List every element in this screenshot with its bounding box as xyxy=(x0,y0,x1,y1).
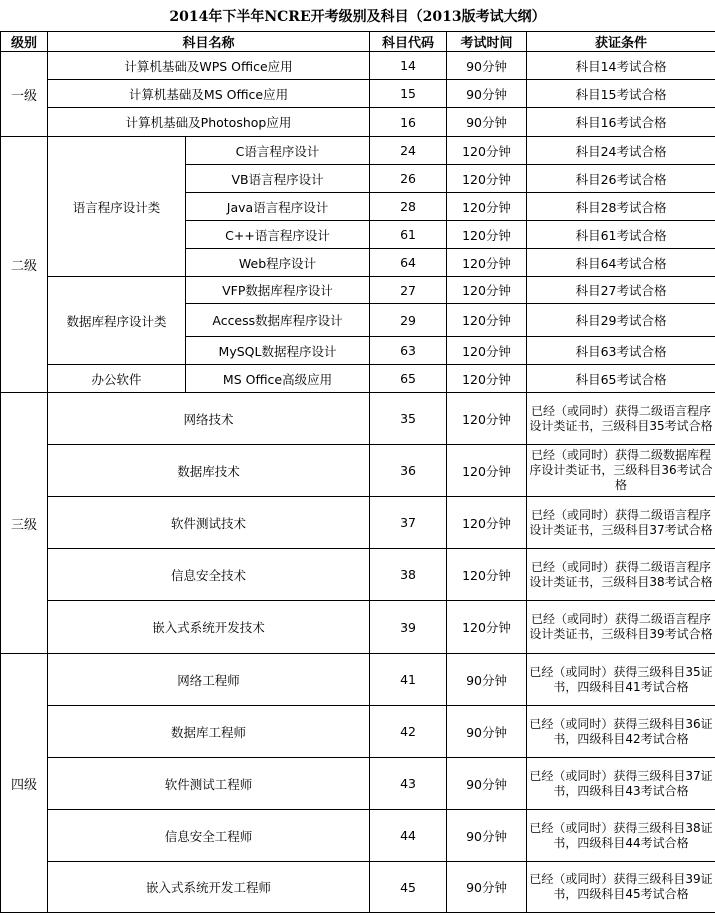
subject-duration: 120分钟 xyxy=(447,277,527,304)
header-condition: 获证条件 xyxy=(527,32,715,52)
subject-code: 14 xyxy=(370,52,447,80)
subject-name: 数据库工程师 xyxy=(48,706,370,758)
subject-duration: 90分钟 xyxy=(447,108,527,137)
subject-code: 65 xyxy=(370,365,447,393)
subject-condition: 已经（或同时）获得三级科目35证书，四级科目41考试合格 xyxy=(527,654,715,706)
subject-code: 35 xyxy=(370,393,447,445)
level-cell: 二级 xyxy=(1,137,48,393)
table-row xyxy=(1,654,715,706)
level-cell: 一级 xyxy=(1,52,48,137)
subject-condition: 科目29考试合格 xyxy=(527,304,715,337)
subject-name: C语言程序设计 xyxy=(186,137,370,165)
subject-condition: 已经（或同时）获得二级语言程序设计类证书，三级科目35考试合格 xyxy=(527,393,715,445)
table-row xyxy=(1,137,715,165)
subject-duration: 90分钟 xyxy=(447,706,527,758)
subject-condition: 科目15考试合格 xyxy=(527,80,715,108)
category-cell: 语言程序设计类 xyxy=(48,137,186,277)
subject-name: 网络工程师 xyxy=(48,654,370,706)
subject-code: 15 xyxy=(370,80,447,108)
header-row xyxy=(1,32,715,52)
subject-condition: 科目16考试合格 xyxy=(527,108,715,137)
subject-code: 29 xyxy=(370,304,447,337)
subject-duration: 90分钟 xyxy=(447,52,527,80)
header-duration: 考试时间 xyxy=(447,32,527,52)
subject-code: 27 xyxy=(370,277,447,304)
table-row xyxy=(1,445,715,497)
subject-code: 16 xyxy=(370,108,447,137)
subject-duration: 120分钟 xyxy=(447,393,527,445)
subject-condition: 科目24考试合格 xyxy=(527,137,715,165)
subject-condition: 科目28考试合格 xyxy=(527,193,715,221)
table-row xyxy=(1,601,715,654)
level-cell: 三级 xyxy=(1,393,48,654)
header-level: 级别 xyxy=(1,32,48,52)
subject-name: 软件测试工程师 xyxy=(48,758,370,810)
subject-duration: 120分钟 xyxy=(447,221,527,249)
subject-condition: 科目61考试合格 xyxy=(527,221,715,249)
subject-name: VB语言程序设计 xyxy=(186,165,370,193)
subject-code: 36 xyxy=(370,445,447,497)
table-row xyxy=(1,108,715,137)
subject-duration: 120分钟 xyxy=(447,549,527,601)
subject-name: 软件测试技术 xyxy=(48,497,370,549)
subject-name: C++语言程序设计 xyxy=(186,221,370,249)
subject-duration: 90分钟 xyxy=(447,758,527,810)
subject-duration: 120分钟 xyxy=(447,165,527,193)
subject-name: 计算机基础及MS Office应用 xyxy=(48,80,370,108)
subject-condition: 已经（或同时）获得二级语言程序设计类证书，三级科目39考试合格 xyxy=(527,601,715,654)
subject-duration: 120分钟 xyxy=(447,337,527,365)
subject-code: 24 xyxy=(370,137,447,165)
subject-duration: 120分钟 xyxy=(447,445,527,497)
subject-code: 42 xyxy=(370,706,447,758)
subject-name: MySQL数据程序设计 xyxy=(186,337,370,365)
subject-code: 63 xyxy=(370,337,447,365)
subject-duration: 120分钟 xyxy=(447,365,527,393)
table-row xyxy=(1,810,715,862)
subject-condition: 科目27考试合格 xyxy=(527,277,715,304)
table-row xyxy=(1,497,715,549)
subject-condition: 已经（或同时）获得三级科目36证书，四级科目42考试合格 xyxy=(527,706,715,758)
subject-duration: 120分钟 xyxy=(447,304,527,337)
subjects-table xyxy=(0,31,715,913)
subject-name: 计算机基础及WPS Office应用 xyxy=(48,52,370,80)
subject-condition: 科目63考试合格 xyxy=(527,337,715,365)
subject-name: 嵌入式系统开发工程师 xyxy=(48,862,370,913)
subject-duration: 120分钟 xyxy=(447,497,527,549)
subject-code: 44 xyxy=(370,810,447,862)
table-row xyxy=(1,549,715,601)
table-row xyxy=(1,393,715,445)
subject-duration: 90分钟 xyxy=(447,862,527,913)
subject-code: 64 xyxy=(370,249,447,277)
subject-condition: 已经（或同时）获得三级科目39证书，四级科目45考试合格 xyxy=(527,862,715,913)
subject-condition: 已经（或同时）获得二级语言程序设计类证书，三级科目38考试合格 xyxy=(527,549,715,601)
header-code: 科目代码 xyxy=(370,32,447,52)
subject-condition: 科目65考试合格 xyxy=(527,365,715,393)
header-subject: 科目名称 xyxy=(48,32,370,52)
category-cell: 数据库程序设计类 xyxy=(48,277,186,365)
subject-name: Java语言程序设计 xyxy=(186,193,370,221)
table-row xyxy=(1,80,715,108)
subject-name: 网络技术 xyxy=(48,393,370,445)
subject-duration: 90分钟 xyxy=(447,80,527,108)
subject-name: Web程序设计 xyxy=(186,249,370,277)
subject-code: 43 xyxy=(370,758,447,810)
table-row xyxy=(1,365,715,393)
subject-code: 39 xyxy=(370,601,447,654)
subject-name: MS Office高级应用 xyxy=(186,365,370,393)
level-cell: 四级 xyxy=(1,654,48,913)
subject-code: 37 xyxy=(370,497,447,549)
subject-code: 45 xyxy=(370,862,447,913)
subject-condition: 已经（或同时）获得三级科目38证书，四级科目44考试合格 xyxy=(527,810,715,862)
subject-condition: 科目64考试合格 xyxy=(527,249,715,277)
subject-name: VFP数据库程序设计 xyxy=(186,277,370,304)
subject-condition: 已经（或同时）获得三级科目37证书，四级科目43考试合格 xyxy=(527,758,715,810)
subject-condition: 已经（或同时）获得二级数据库程序设计类证书，三级科目36考试合格 xyxy=(527,445,715,497)
subject-name: 信息安全技术 xyxy=(48,549,370,601)
subject-name: 嵌入式系统开发技术 xyxy=(48,601,370,654)
subject-name: 计算机基础及Photoshop应用 xyxy=(48,108,370,137)
subject-name: Access数据库程序设计 xyxy=(186,304,370,337)
subject-duration: 120分钟 xyxy=(447,601,527,654)
subject-code: 28 xyxy=(370,193,447,221)
subject-name: 数据库技术 xyxy=(48,445,370,497)
table-row xyxy=(1,277,715,304)
subject-duration: 120分钟 xyxy=(447,193,527,221)
subject-code: 38 xyxy=(370,549,447,601)
table-row xyxy=(1,862,715,913)
subject-condition: 科目14考试合格 xyxy=(527,52,715,80)
subject-condition: 科目26考试合格 xyxy=(527,165,715,193)
subject-code: 61 xyxy=(370,221,447,249)
table-row xyxy=(1,706,715,758)
category-cell: 办公软件 xyxy=(48,365,186,393)
subject-condition: 已经（或同时）获得二级语言程序设计类证书，三级科目37考试合格 xyxy=(527,497,715,549)
table-row xyxy=(1,758,715,810)
subject-duration: 120分钟 xyxy=(447,249,527,277)
page-title: 2014年下半年NCRE开考级别及科目（2013版考试大纲） xyxy=(0,0,715,32)
subject-code: 41 xyxy=(370,654,447,706)
subject-code: 26 xyxy=(370,165,447,193)
subject-duration: 120分钟 xyxy=(447,137,527,165)
subject-name: 信息安全工程师 xyxy=(48,810,370,862)
subject-duration: 90分钟 xyxy=(447,810,527,862)
table-row xyxy=(1,52,715,80)
subject-duration: 90分钟 xyxy=(447,654,527,706)
